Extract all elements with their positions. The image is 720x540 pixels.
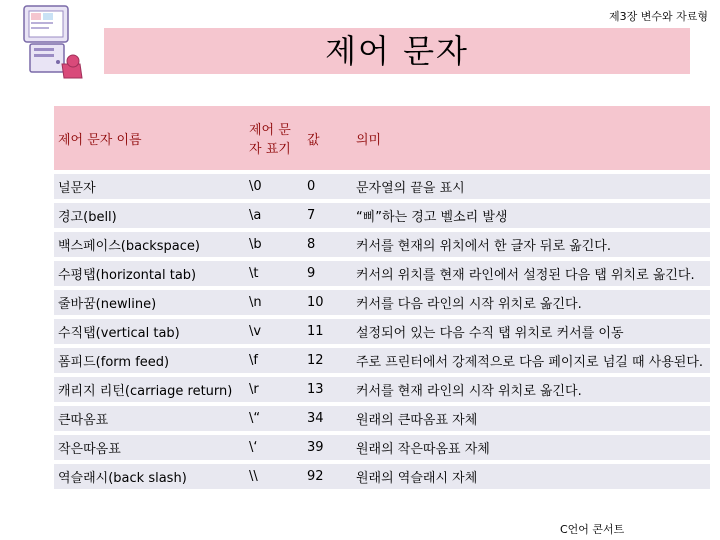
column-header-value: 값: [303, 106, 352, 170]
cell-value: 11: [303, 319, 352, 344]
footer-label: C언어 콘서트: [560, 523, 625, 536]
table-row: [54, 406, 710, 431]
table-row: [54, 464, 710, 489]
cell-value: 12: [303, 348, 352, 373]
table-row: [54, 348, 710, 373]
cell-value: 0: [303, 174, 352, 199]
cell-meaning: 커서의 위치를 현재 라인에서 설정된 다음 탭 위치로 옮긴다.: [352, 261, 710, 286]
cell-escape: \0: [245, 174, 303, 199]
cell-name: 줄바꿈(newline): [54, 290, 245, 315]
table-row: [54, 290, 710, 315]
cell-meaning: 설정되어 있는 다음 수직 탭 위치로 커서를 이동: [352, 319, 710, 344]
column-header-escape: 제어 문자 표기: [245, 106, 303, 170]
cell-meaning: 커서를 다음 라인의 시작 위치로 옮긴다.: [352, 290, 710, 315]
column-header-name: 제어 문자 이름: [54, 106, 245, 170]
table-row: [54, 261, 710, 286]
cell-name: 캐리지 리턴(carriage return): [54, 377, 245, 402]
cell-escape: \‘: [245, 435, 303, 460]
table-row: [54, 377, 710, 402]
cell-name: 역슬래시(back slash): [54, 464, 245, 489]
table-row: [54, 232, 710, 257]
cell-escape: \v: [245, 319, 303, 344]
cell-meaning: 원래의 역슬래시 자체: [352, 464, 710, 489]
cell-escape: \r: [245, 377, 303, 402]
cell-name: 수직탭(vertical tab): [54, 319, 245, 344]
cell-value: 39: [303, 435, 352, 460]
cell-name: 수평탭(horizontal tab): [54, 261, 245, 286]
cell-meaning: 커서를 현재 라인의 시작 위치로 옮긴다.: [352, 377, 710, 402]
cell-meaning: 주로 프린터에서 강제적으로 다음 페이지로 넘길 때 사용된다.: [352, 348, 710, 373]
cell-name: 큰따옴표: [54, 406, 245, 431]
cell-value: 13: [303, 377, 352, 402]
cell-meaning: 문자열의 끝을 표시: [352, 174, 710, 199]
cell-meaning: 원래의 작은따옴표 자체: [352, 435, 710, 460]
computer-illustration-icon: [4, 4, 92, 86]
cell-name: 폼피드(form feed): [54, 348, 245, 373]
cell-meaning: 원래의 큰따옴표 자체: [352, 406, 710, 431]
cell-meaning: “삐”하는 경고 벨소리 발생: [352, 203, 710, 228]
table-row: [54, 203, 710, 228]
page-title: 제어 문자: [325, 32, 469, 70]
table-row: [54, 319, 710, 344]
cell-name: 널문자: [54, 174, 245, 199]
cell-escape: \“: [245, 406, 303, 431]
cell-value: 8: [303, 232, 352, 257]
cell-escape: \t: [245, 261, 303, 286]
chapter-label: 제3장 변수와 자료형: [609, 10, 708, 23]
table-row: [54, 435, 710, 460]
cell-escape: \a: [245, 203, 303, 228]
cell-value: 9: [303, 261, 352, 286]
cell-escape: \n: [245, 290, 303, 315]
cell-escape: \\: [245, 464, 303, 489]
column-header-meaning: 의미: [352, 106, 710, 170]
table-header-row: [54, 106, 710, 170]
cell-value: 10: [303, 290, 352, 315]
cell-meaning: 커서를 현재의 위치에서 한 글자 뒤로 옮긴다.: [352, 232, 710, 257]
cell-name: 작은따옴표: [54, 435, 245, 460]
cell-escape: \f: [245, 348, 303, 373]
cell-escape: \b: [245, 232, 303, 257]
cell-value: 7: [303, 203, 352, 228]
cell-name: 백스페이스(backspace): [54, 232, 245, 257]
cell-value: 34: [303, 406, 352, 431]
cell-value: 92: [303, 464, 352, 489]
table-row: [54, 174, 710, 199]
cell-name: 경고(bell): [54, 203, 245, 228]
control-character-table: [54, 106, 710, 489]
